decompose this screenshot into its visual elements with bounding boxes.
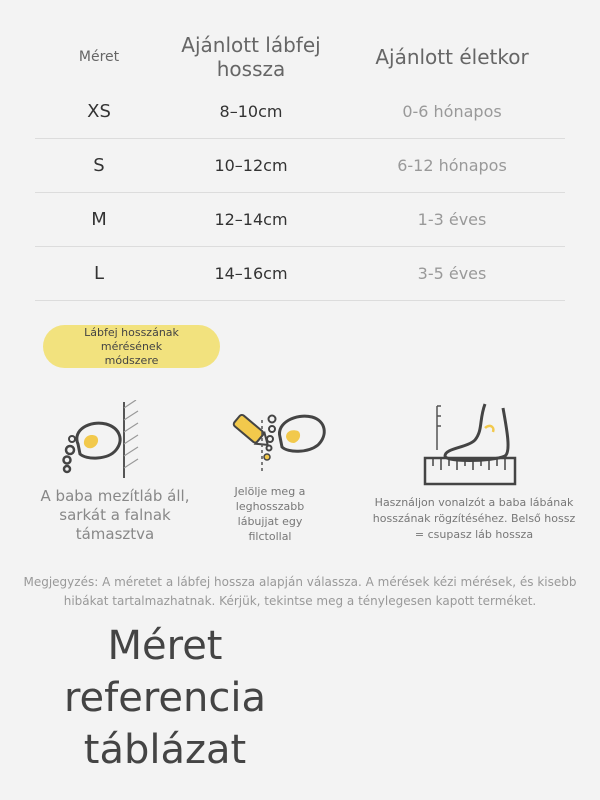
header-foot-length: Ajánlott lábfej hossza <box>181 32 321 81</box>
foot-against-wall-icon <box>50 400 145 480</box>
foot-ruler-icon <box>415 400 525 490</box>
cell-length: 14–16cm <box>214 264 288 283</box>
cell-length: 8–10cm <box>219 102 283 121</box>
page-title: Méret referencia táblázat <box>63 623 266 773</box>
cell-age: 3-5 éves <box>417 264 487 283</box>
table-row <box>35 85 565 139</box>
header-size: Méret <box>78 48 120 65</box>
table-header-row <box>35 28 565 85</box>
cell-size: S <box>93 155 105 176</box>
step-1-caption: A baba mezítláb áll, sarkát a falnak támasztva <box>40 487 190 543</box>
method-label-text: Lábfej hosszának mérésének módszere <box>84 325 179 367</box>
cell-size: XS <box>87 101 111 122</box>
cell-size: L <box>93 263 105 284</box>
table-row <box>35 193 565 247</box>
cell-age: 1-3 éves <box>417 210 487 229</box>
cell-size: M <box>91 209 107 230</box>
cell-age: 0-6 hónapos <box>402 102 502 121</box>
cell-length: 10–12cm <box>214 156 288 175</box>
cell-age: 6-12 hónapos <box>397 156 507 175</box>
cell-length: 12–14cm <box>214 210 288 229</box>
step-3-caption: Használjon vonalzót a baba lábának hosszának rögzítéséhez. Belső hossz = csupasz láb hossza <box>372 496 576 541</box>
table-row <box>35 139 565 193</box>
method-label-badge <box>43 325 220 368</box>
note-text: Megjegyzés: A méretet a lábfej hossza alapján válassza. A mérések kézi mérések, és kisebb hibákat tartalmazhatnak. Kérjük, tekintse meg a ténylegesen kapott terméket. <box>23 575 577 608</box>
header-age: Ajánlott életkor <box>375 44 529 69</box>
size-table <box>35 28 565 301</box>
table-row <box>35 247 565 301</box>
pen-marking-toe-icon <box>212 405 332 475</box>
step-2-caption: Jelölje meg a leghosszabb lábujjat egy filctollal <box>234 485 306 543</box>
